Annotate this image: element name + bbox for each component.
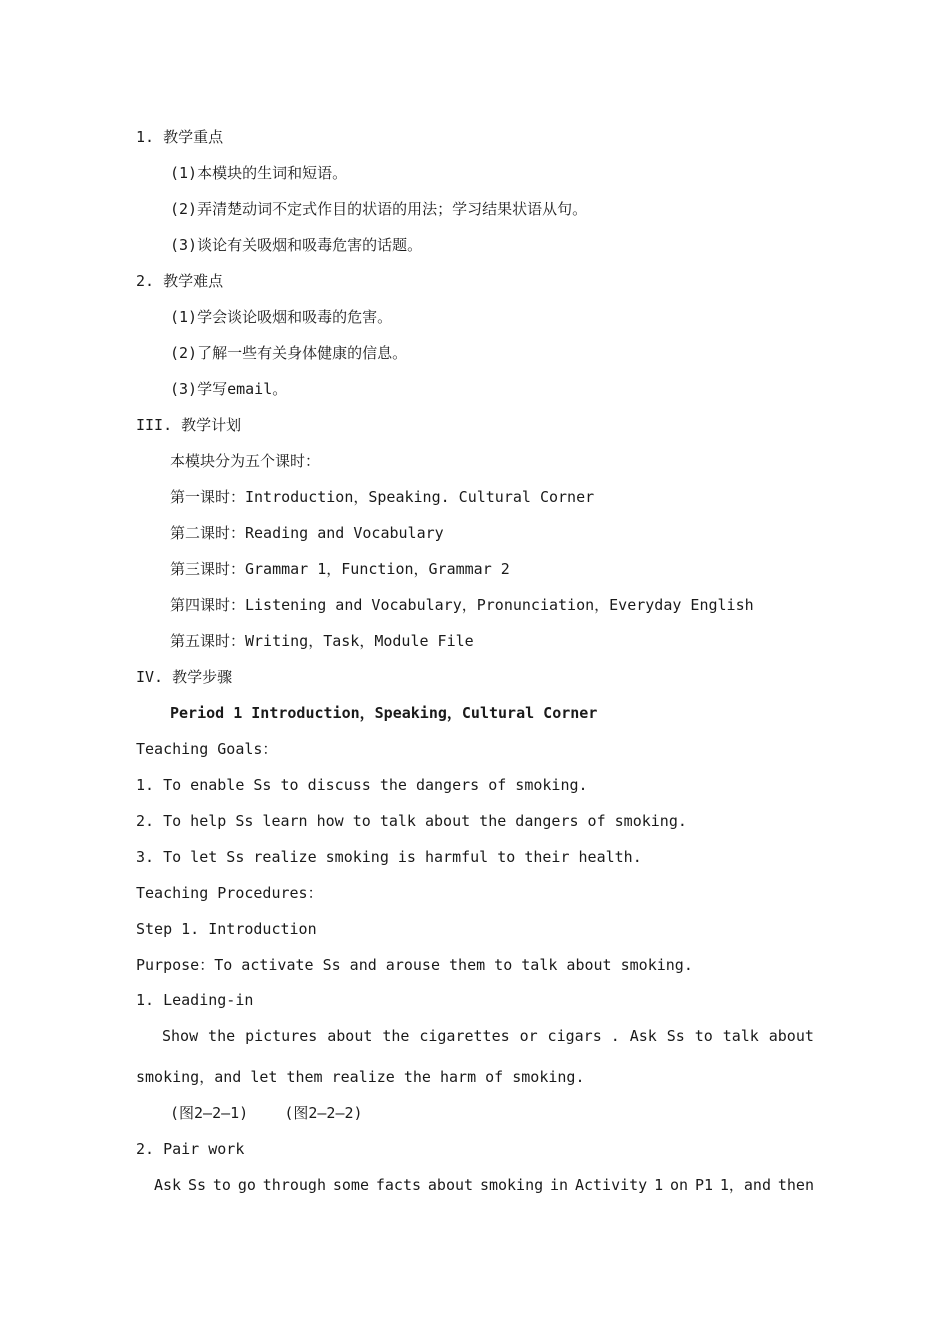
word: about xyxy=(427,1176,474,1194)
list-item: 1. Leading-in xyxy=(136,991,254,1009)
list-item: (2)弄清楚动词不定式作目的状语的用法；学习结果状语从句。 xyxy=(170,200,588,218)
list-item: (3)学写email。 xyxy=(170,380,288,398)
paragraph: Teaching Procedures： xyxy=(136,884,323,902)
period-heading: Period 1 Introduction，Speaking，Cultural Corner xyxy=(170,704,598,722)
paragraph: smoking，and let them realize the harm of smoking. xyxy=(136,1068,585,1086)
word: go xyxy=(237,1176,256,1194)
paragraph-justified-line xyxy=(154,1175,814,1195)
word: about xyxy=(327,1027,373,1045)
word: some xyxy=(332,1176,369,1194)
list-item: (1)学会谈论吸烟和吸毒的危害。 xyxy=(170,308,393,326)
word: or xyxy=(519,1027,538,1045)
word: P1 xyxy=(694,1176,713,1194)
word: 1，and xyxy=(719,1176,771,1194)
list-item: 1. To enable Ss to discuss the dangers of smoking. xyxy=(136,776,588,794)
list-item: (2)了解一些有关身体健康的信息。 xyxy=(170,344,408,362)
step-heading: Step 1. Introduction xyxy=(136,920,317,938)
word: on xyxy=(670,1176,689,1194)
word: smoking xyxy=(479,1176,544,1194)
heading-teaching-focus: 1. 教学重点 xyxy=(136,128,224,146)
list-item: 3. To let Ss realize smoking is harmful to their health. xyxy=(136,848,642,866)
word: to xyxy=(694,1027,713,1045)
word: to xyxy=(212,1176,231,1194)
word: about xyxy=(768,1027,814,1045)
word: in xyxy=(550,1176,569,1194)
word: pictures xyxy=(245,1027,318,1045)
word: cigarettes xyxy=(419,1027,510,1045)
word: the xyxy=(382,1027,410,1045)
word: talk xyxy=(722,1027,759,1045)
heading-teaching-difficulty: 2. 教学难点 xyxy=(136,272,224,290)
paragraph: Teaching Goals： xyxy=(136,740,278,758)
word: Show xyxy=(162,1027,199,1045)
list-item: 第五课时：Writing，Task，Module File xyxy=(170,632,474,650)
word: Ss xyxy=(666,1027,685,1045)
list-item: 2. Pair work xyxy=(136,1140,245,1158)
list-item: 第四课时：Listening and Vocabulary，Pronunciation，Everyday English xyxy=(170,596,754,614)
heading-teaching-steps: IV. 教学步骤 xyxy=(136,668,233,686)
word: the xyxy=(208,1027,236,1045)
paragraph-justified-line xyxy=(162,1026,814,1046)
word: cigars . xyxy=(547,1027,620,1045)
figure-references: (图2—2—1) (图2—2—2) xyxy=(170,1104,363,1122)
word: Activity xyxy=(574,1176,648,1194)
paragraph: Purpose：To activate Ss and arouse them to talk about smoking. xyxy=(136,956,693,974)
word: then xyxy=(777,1176,814,1194)
list-item: 第二课时：Reading and Vocabulary xyxy=(170,524,444,542)
word: Ss xyxy=(187,1176,207,1194)
list-item: (1)本模块的生词和短语。 xyxy=(170,164,348,182)
list-item: (3)谈论有关吸烟和吸毒危害的话题。 xyxy=(170,236,423,254)
list-item: 第一课时：Introduction，Speaking. Cultural Corner xyxy=(170,488,595,506)
paragraph: 本模块分为五个课时： xyxy=(170,452,321,470)
word: 1 xyxy=(654,1176,664,1194)
heading-teaching-plan: III. 教学计划 xyxy=(136,416,242,434)
list-item: 2. To help Ss learn how to talk about the dangers of smoking. xyxy=(136,812,687,830)
word: Ask xyxy=(154,1176,182,1194)
word: Ask xyxy=(629,1027,657,1045)
word: facts xyxy=(375,1176,422,1194)
list-item: 第三课时：Grammar 1，Function，Grammar 2 xyxy=(170,560,510,578)
word: through xyxy=(262,1176,326,1194)
